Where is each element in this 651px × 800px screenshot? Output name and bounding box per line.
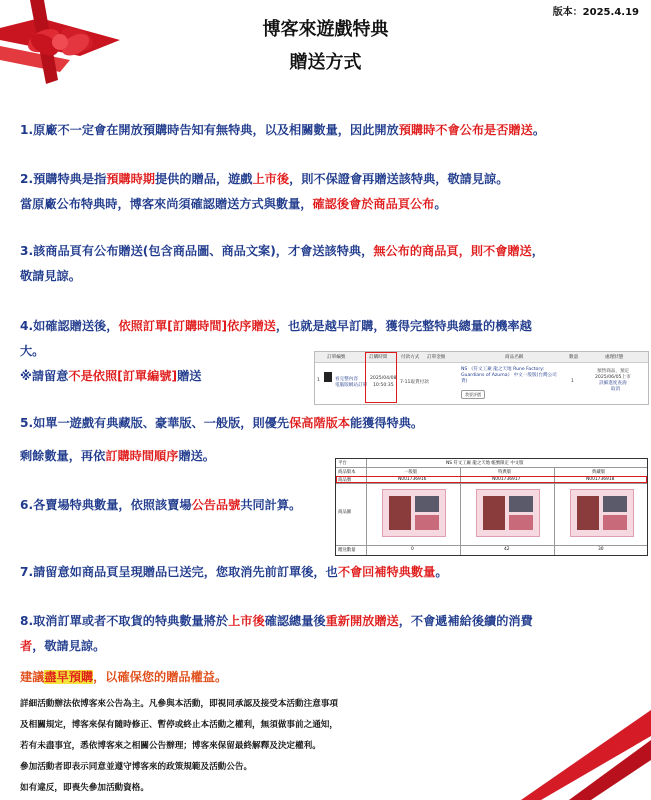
rule-1: 1.原廠不一定會在開放預購時告知有無特典，以及相關數量，因此開放預購時不會公布是否贈送。 <box>20 123 545 137</box>
rule-5: 5.如單一遊戲有典藏版、豪華版、一般版，則優先保高階版本能獲得特典。 <box>20 416 424 430</box>
page-title: 博客來遊戲特典 <box>262 19 389 40</box>
ribbon-corner-decoration <box>521 700 651 800</box>
product-version-table: 平台 NS 符文工廠 龍之天地 帳號限定 中文版 商品版本 商品號 商品圖 贈送數量 一般版 特典版 典藏版 N001736916 N001736917 N001736918 0 42 30 <box>335 458 648 556</box>
product-image-collector <box>570 489 634 537</box>
rule-6: 6.各賣場特典數量，依照該賣場公告品號共同計算。 <box>20 498 302 512</box>
product-image-special <box>476 489 540 537</box>
version-label: 版本：2025.4.19 <box>552 7 639 18</box>
fine-print-line: 及相關規定，博客來保有隨時修正、暫停或終止本活動之權利，無須做事前之通知， <box>20 720 338 730</box>
fine-print <box>20 694 338 799</box>
fine-print-line: 如有違反，即喪失參加活動資格。 <box>20 783 149 793</box>
order-time-highlight <box>365 352 397 403</box>
page-subtitle: 贈送方式 <box>289 52 362 73</box>
rule-7: 7.請留意如商品頁呈現贈品已送完，您取消先前訂單後，也不會回補特典數量。 <box>20 565 448 579</box>
fine-print-line: 若有未盡事宜，悉依博客來之相關公告辦理；博客來保留最終解釋及決定權利。 <box>20 741 321 751</box>
rule-2: 2.預購特典是指預購時期提供的贈品，遊戲上市後，則不保證會再贈送該特典，敬請見諒。 當原廠公布特典時，博客來尚須確認贈送方式與數量，確認後會於商品頁公布。 <box>20 172 509 211</box>
fine-print-line: 詳細活動辦法依博客來公告為主。凡參與本活動，即視同承認及接受本活動注意事項 <box>20 699 338 709</box>
rule-4: 4.如確認贈送後，依照訂單[訂購時間]依序贈送，也就是越早訂購，獲得完整特典總量的機率越 大。 ※請留意不是依照[訂單編號]贈送 <box>20 319 532 383</box>
suggestion: 建議盡早預購，以確保您的贈品權益。 <box>20 670 228 684</box>
rule-5-cont: 剩餘數量，再依訂購時間順序贈送。 <box>20 449 215 463</box>
product-code-highlight <box>336 476 647 483</box>
order-table-example: 訂單編號 訂購時間 付款方式 訂單金額 商品名稱 數量 處理狀態 1 看完整內容 電腦版網站訂單 2025/04/08 10:50:35 7-11取貨付款 NS 《符文工廠 龍之天地 Rune Factory: Guardians of Azuma》 中文一般版(台灣公司 貨) 我要評價 1 預售商品，預定 2025/06/05上市 詳細進度查詢 取消 <box>314 351 649 405</box>
order-thumbnail <box>324 372 332 382</box>
fine-print-line: 參加活動者即表示同意並遵守博客來的政策規範及活動公告。 <box>20 762 253 772</box>
rule-3: 3.該商品頁有公布贈送(包含商品圖、商品文案)，才會送該特典，無公布的商品頁，則不會贈送， 敬請見諒。 <box>20 244 544 283</box>
rule-8: 8.取消訂單或者不取貨的特典數量將於上市後確認總量後重新開放贈送，不會遞補給後續的消費 者，敬請見諒。 <box>20 614 533 653</box>
review-button: 我要評價 <box>461 390 485 399</box>
product-image-standard <box>382 489 446 537</box>
